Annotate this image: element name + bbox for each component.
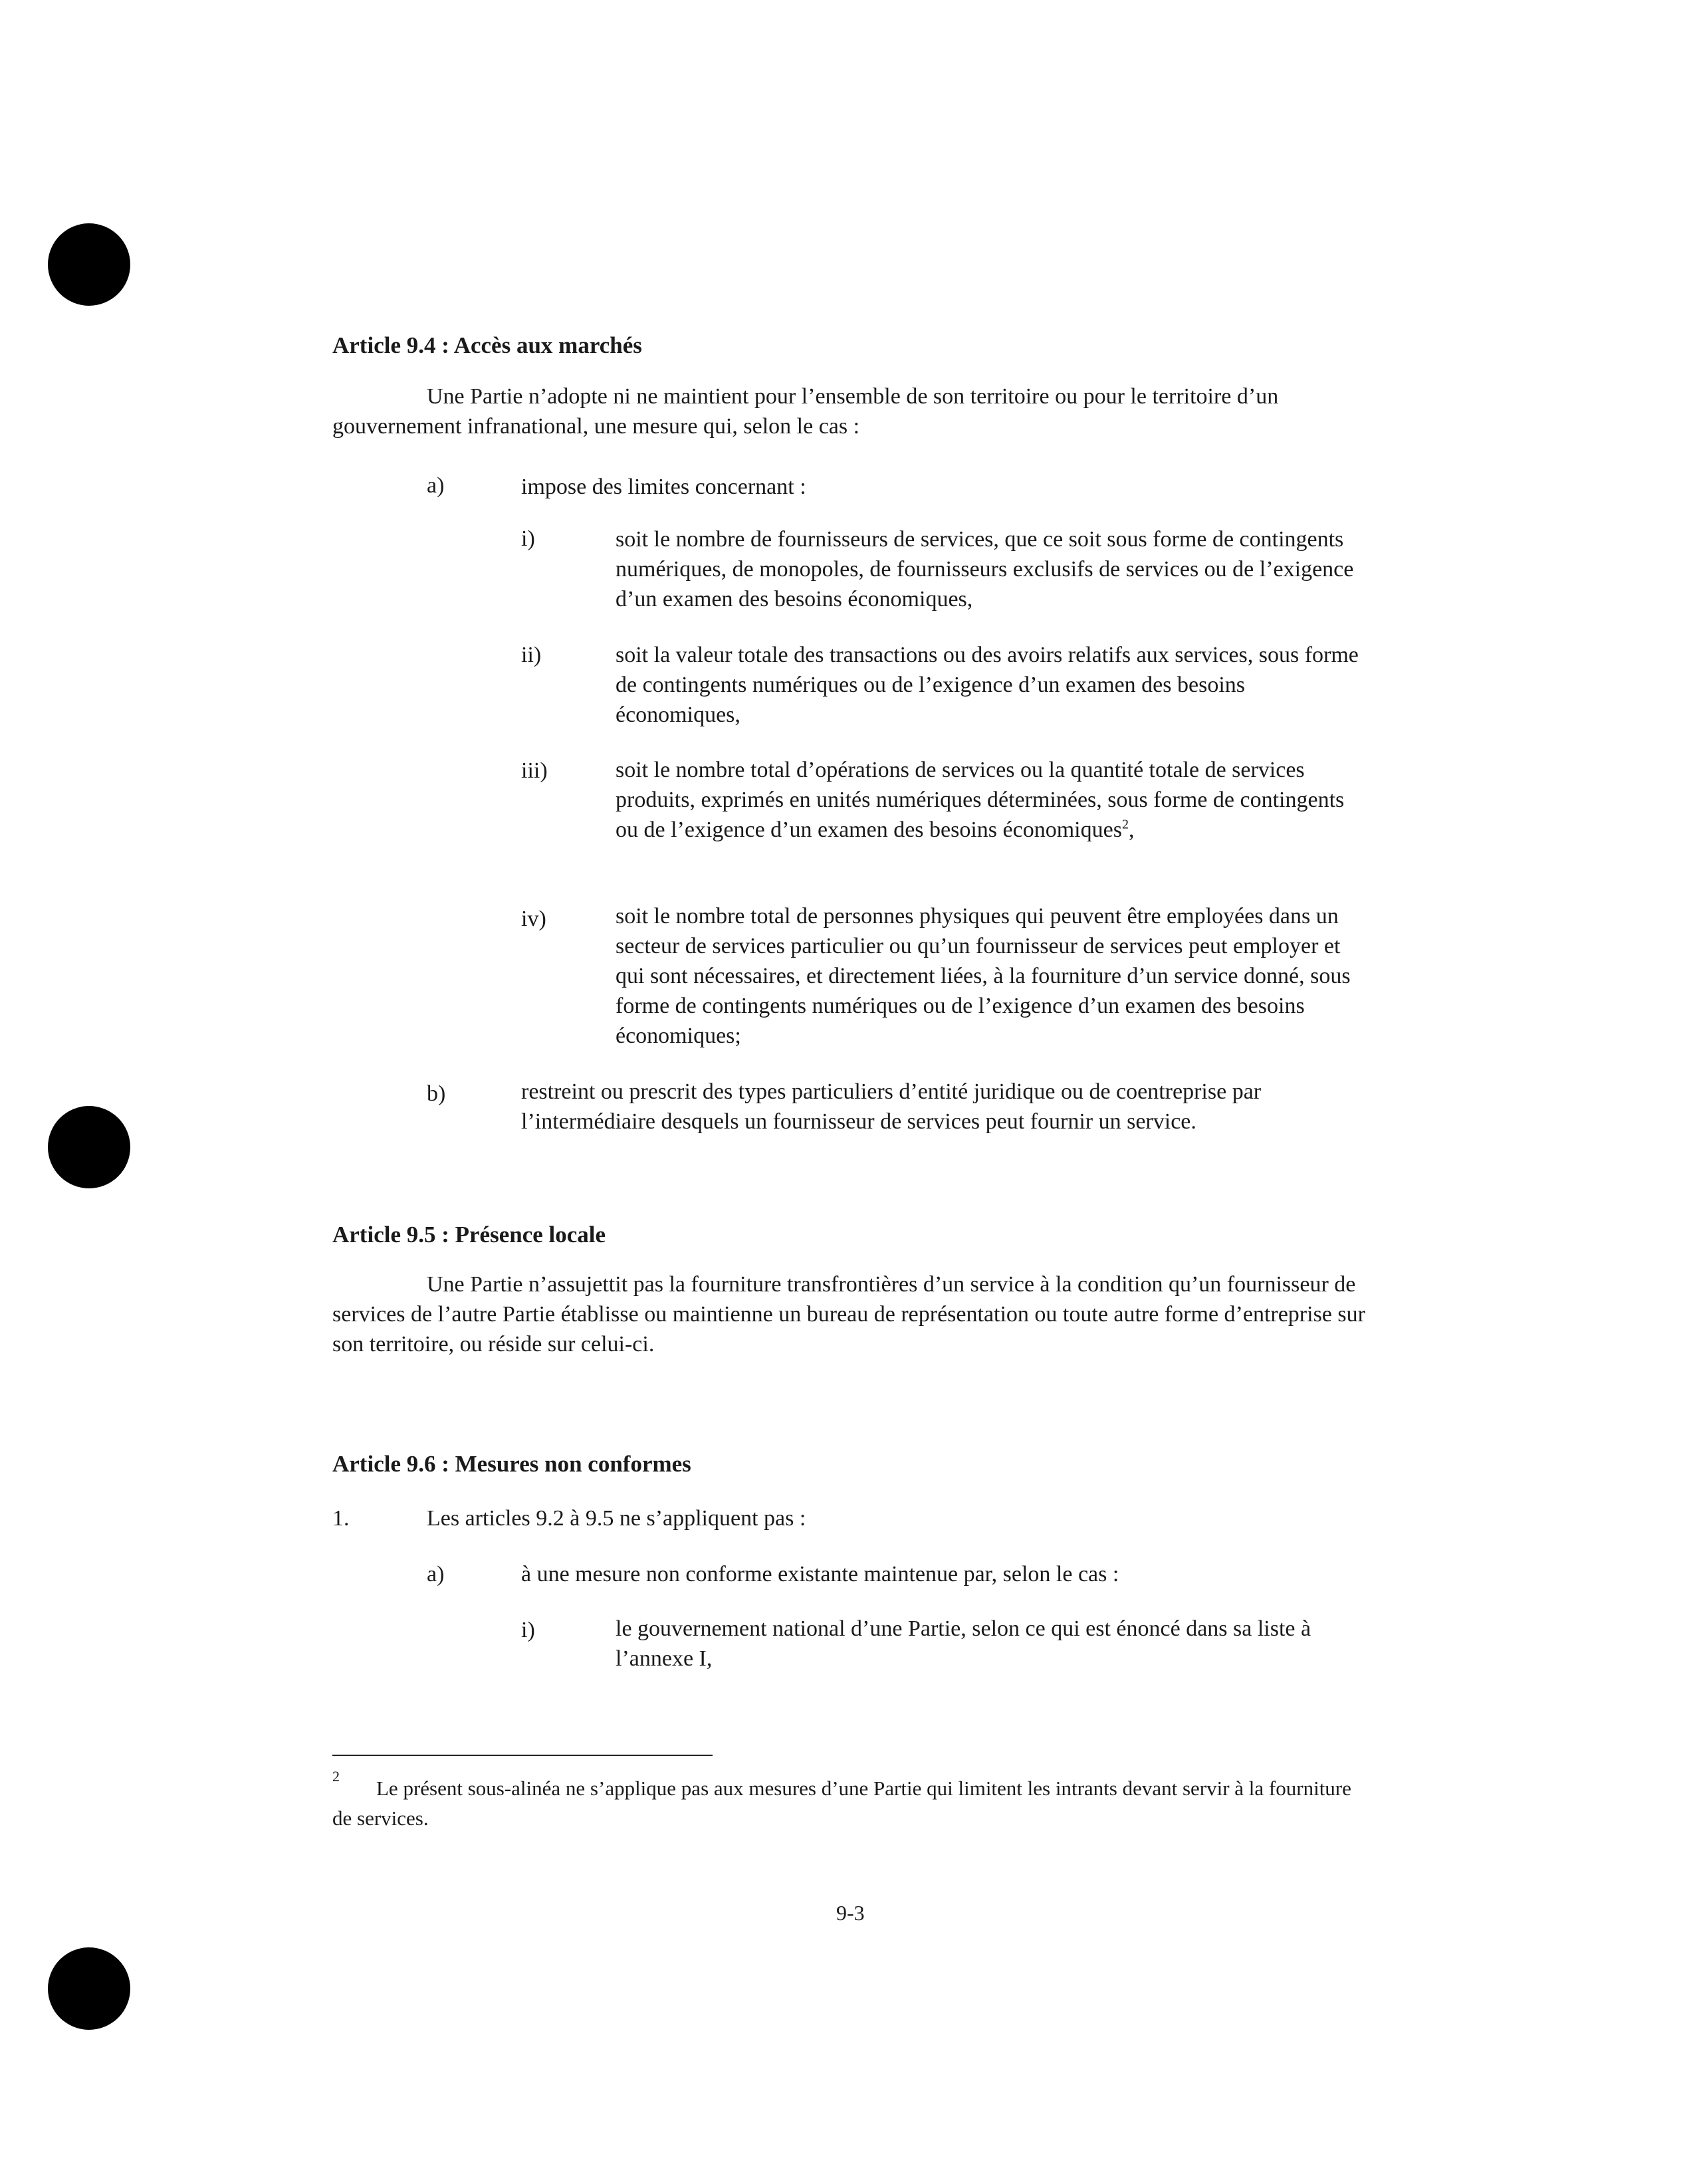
binder-hole-top [48,223,130,306]
paragraph-1-item-a-text: à une mesure non conforme existante maintenue par, selon le cas : [521,1562,1119,1586]
paragraph-1-label: 1. [332,1506,350,1531]
binder-hole-middle [48,1106,130,1188]
item-ii-label: ii) [521,643,542,667]
item-iv-text: soit le nombre total de personnes physiques qui peuvent être employées dans un secteur de services particulier ou qu’un fournisseur de services peut employer et qui sont nécessaires, et directement liées, à la fourniture d’un service donné, sous forme de contingents numériques ou de l’exigence d’un examen des besoins économiques; [616,904,1351,1048]
item-b-text: restreint ou prescrit des types particuliers d’entité juridique ou de coentreprise par l’intermédiaire desquels un fournisseur de services peut fournir un service. [521,1079,1262,1134]
footnote-ref-2[interactable]: 2 [1121,817,1129,832]
article-9-4-intro: Une Partie n’adopte ni ne maintient pour l’ensemble de son territoire ou pour le territoire d’un gouvernement infranational, une mesure qui, selon le cas : [332,384,1279,439]
item-i-label: i) [521,526,535,551]
item-a-label: a) [427,473,445,498]
article-9-5-heading: Article 9.5 : Présence locale [332,1222,606,1248]
article-9-5-text: Une Partie n’assujettit pas la fourniture transfrontières d’un service à la condition qu’un fournisseur de services de l’autre Partie établisse ou maintienne un bureau de représentation ou toute autre forme d’entreprise sur son territoire, ou réside sur celui-ci. [332,1272,1365,1357]
paragraph-1-item-i-text: le gouvernement national d’une Partie, selon ce qui est énoncé dans sa liste à l’annexe I, [616,1616,1311,1671]
item-iii-text [616,755,1363,845]
paragraph-1-item-a-label: a) [427,1562,445,1586]
paragraph-1-item-i-label: i) [521,1618,535,1642]
page-number: 9-3 [836,1901,865,1925]
paragraph-1-text: Les articles 9.2 à 9.5 ne s’appliquent pas : [427,1506,806,1531]
article-9-6-heading: Article 9.6 : Mesures non conformes [332,1451,691,1477]
item-iii-label: iii) [521,758,548,783]
footnote-separator [332,1755,713,1756]
footnote-text: Le présent sous-alinéa ne s’applique pas aux mesures d’une Partie qui limitent les intrants devant servir à la fourniture de services. [332,1777,1351,1830]
article-9-4-heading: Article 9.4 : Accès aux marchés [332,332,642,358]
item-ii-text: soit la valeur totale des transactions ou des avoirs relatifs aux services, sous forme de contingents numériques ou de l’exigence d’un examen des besoins économiques, [616,643,1359,727]
item-i-text: soit le nombre de fournisseurs de services, que ce soit sous forme de contingents numériques, de monopoles, de fournisseurs exclusifs de services ou de l’exigence d’un examen des besoins économiques, [616,527,1354,611]
item-iv-label: iv) [521,907,546,931]
item-a-text: impose des limites concernant : [521,475,806,499]
item-b-label: b) [427,1081,446,1106]
item-iii-end: , [1128,818,1135,842]
footnote-number: 2 [332,1768,340,1785]
binder-hole-bottom [48,1947,130,2030]
item-iii-body: soit le nombre total d’opérations de services ou la quantité totale de services produits, exprimés en unités numériques déterminées, sous forme de contingents ou de l’exigence d’un examen des besoins économiques [616,758,1345,842]
